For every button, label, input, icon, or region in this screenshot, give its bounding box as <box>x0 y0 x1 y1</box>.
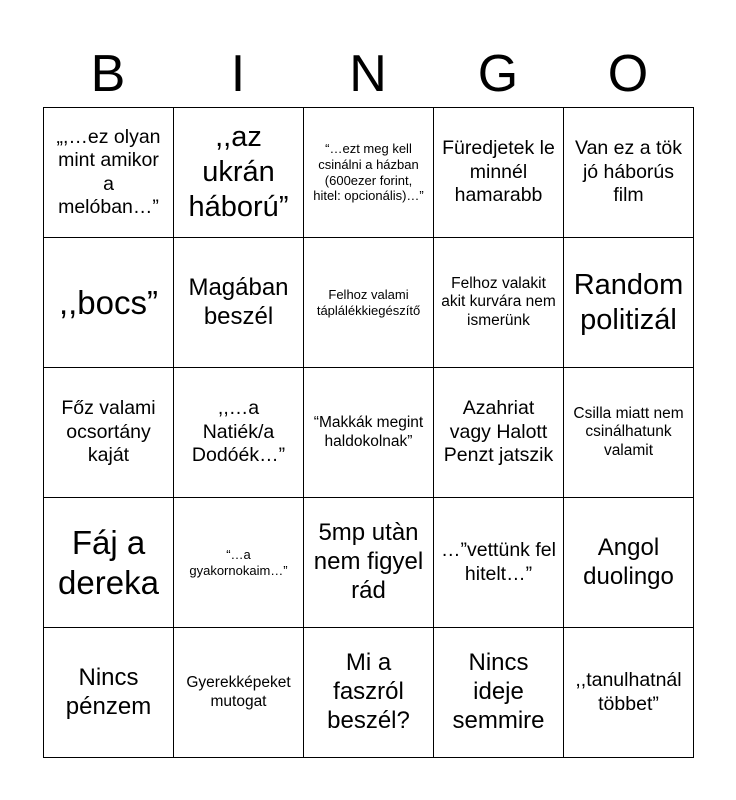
bingo-board <box>43 107 694 758</box>
bingo-cell[interactable]: Felhoz valakit akit kurvára nem ismerünk <box>434 238 564 368</box>
bingo-cell[interactable]: ,,bocs” <box>44 238 174 368</box>
bingo-cell[interactable]: ,,…a Natiék/a Dodóék…” <box>174 368 304 498</box>
bingo-cell[interactable]: Random politizál <box>564 238 694 368</box>
header-letter-n: N <box>349 45 387 103</box>
bingo-cell[interactable]: Nincs pénzem <box>44 628 174 758</box>
bingo-header <box>43 40 693 108</box>
bingo-cell[interactable]: “…ezt meg kell csinálni a házban (600ezer forint, hitel: opcionális)…” <box>304 108 434 238</box>
board-row <box>44 238 694 368</box>
bingo-cell[interactable]: “…a gyakornokaim…” <box>174 498 304 628</box>
bingo-cell[interactable]: Felhoz valami táplálékkiegészítő <box>304 238 434 368</box>
bingo-cell[interactable]: Fáj a dereka <box>44 498 174 628</box>
header-letter-b: B <box>90 45 126 103</box>
board-row <box>44 498 694 628</box>
header-letter-g: G <box>477 45 519 103</box>
bingo-cell[interactable]: Mi a faszról beszél? <box>304 628 434 758</box>
bingo-cell[interactable]: Angol duolingo <box>564 498 694 628</box>
header-letter-i: I <box>230 45 246 103</box>
bingo-cell[interactable]: Nincs ideje semmire <box>434 628 564 758</box>
bingo-cell[interactable]: Van ez a tök jó háborús film <box>564 108 694 238</box>
bingo-cell[interactable]: Füredjetek le minnél hamarabb <box>434 108 564 238</box>
header-letter-o: O <box>607 45 649 103</box>
bingo-cell[interactable]: Gyerekképeket mutogat <box>174 628 304 758</box>
bingo-cell[interactable]: Főz valami ocsortány kaját <box>44 368 174 498</box>
bingo-cell[interactable]: ,,tanulhatnál többet” <box>564 628 694 758</box>
bingo-cell[interactable]: „,…ez olyan mint amikor a melóban…” <box>44 108 174 238</box>
bingo-cell[interactable]: Azahriat vagy Halott Penzt jatszik <box>434 368 564 498</box>
bingo-cell[interactable]: ,,az ukrán háború” <box>174 108 304 238</box>
bingo-cell[interactable]: 5mp utàn nem figyel rád <box>304 498 434 628</box>
board-row <box>44 628 694 758</box>
board-row <box>44 368 694 498</box>
board-row <box>44 108 694 238</box>
bingo-cell[interactable]: …”vettünk fel hitelt…” <box>434 498 564 628</box>
bingo-cell[interactable]: Csilla miatt nem csinálhatunk valamit <box>564 368 694 498</box>
bingo-cell[interactable]: “Makkák megint haldokolnak” <box>304 368 434 498</box>
bingo-cell[interactable]: Magában beszél <box>174 238 304 368</box>
